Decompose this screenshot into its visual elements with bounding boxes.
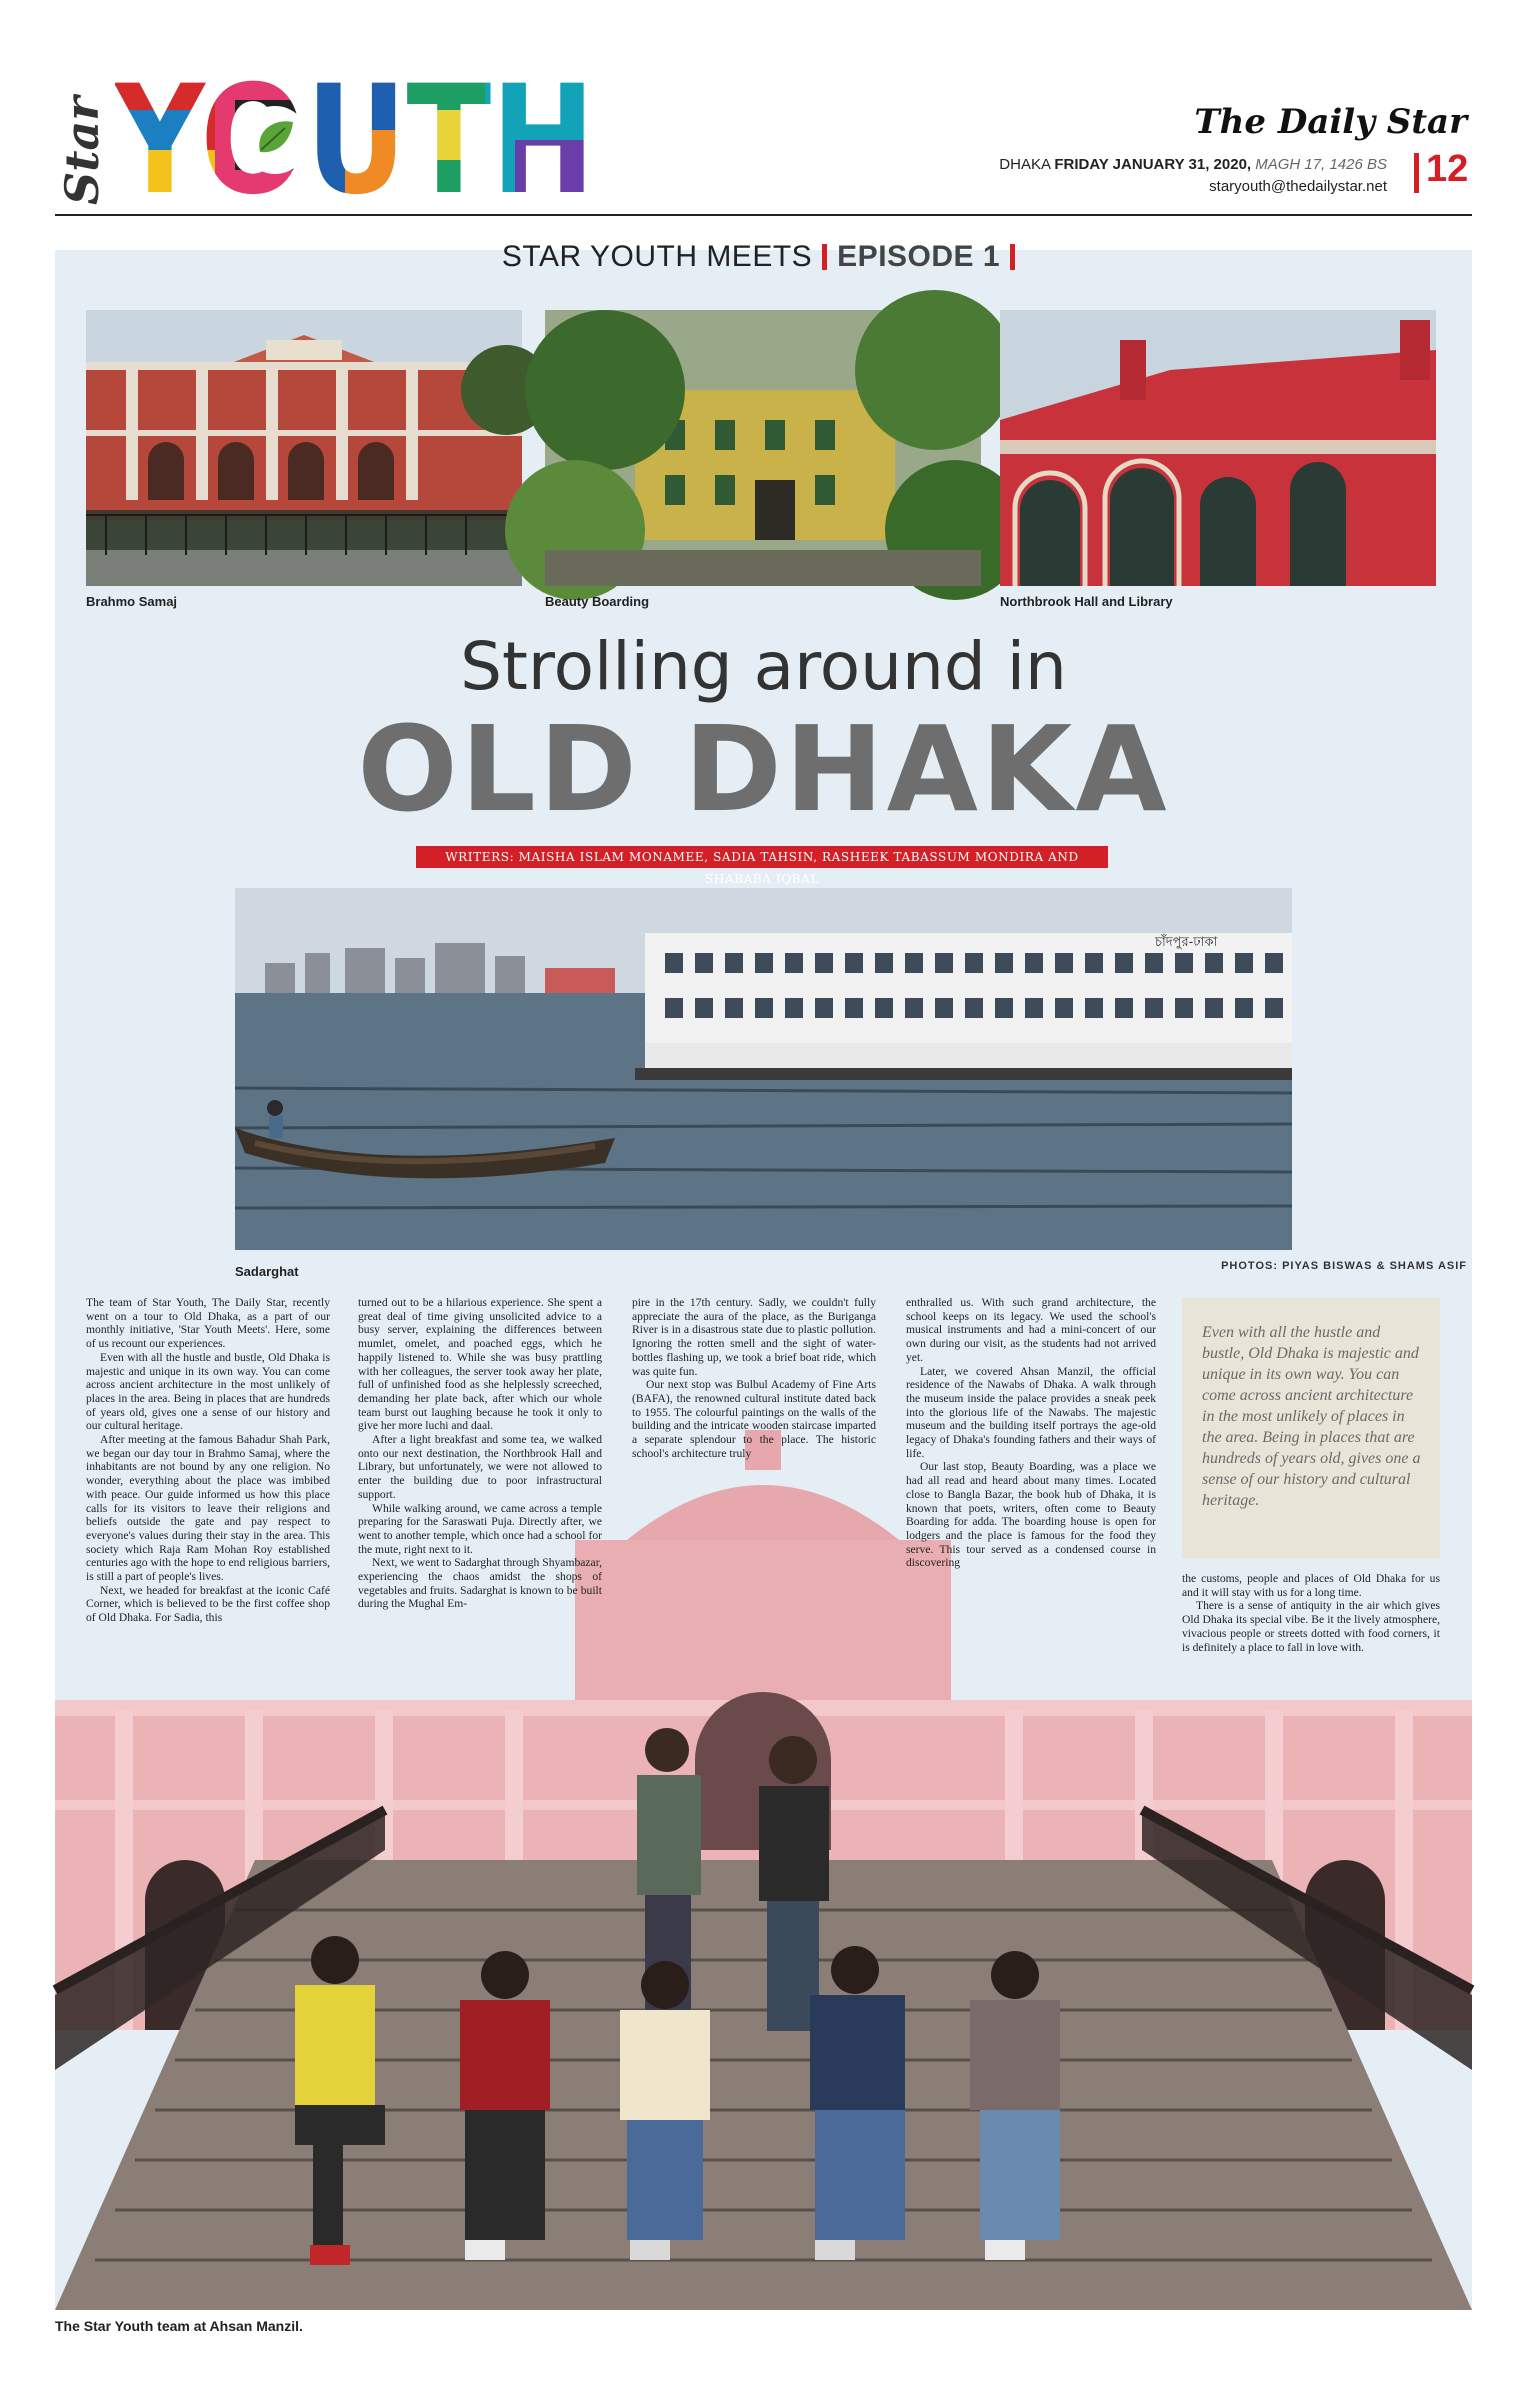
- article-column-1: [86, 1296, 330, 1625]
- article-paragraph: Our next stop was Bulbul Academy of Fine Arts (BAFA), the renowned cultural institute dated back to 1955. The colourful paintings on the walls of the building and the intricate wooden staircase imparted a separate splendour to the place. The historic school's architecture truly: [632, 1378, 876, 1460]
- pull-quote: Even with all the hustle and bustle, Old Dhaka is majestic and unique in its own way. You can come across ancient architecture in the most unlikely of places in the area. Being in places that are hundreds of years old, gives one a sense of our history and cultural heritage.: [1202, 1324, 1421, 1509]
- dateline-date: FRIDAY JANUARY 31, 2020,: [1054, 156, 1252, 173]
- article-paragraph: The team of Star Youth, The Daily Star, recently went on a tour to Old Dhaka, as a part of our monthly initiative, 'Star Youth Meets'. Here, some of us recount our experiences.: [86, 1296, 330, 1351]
- article-paragraph: There is a sense of antiquity in the air which gives Old Dhaka its special vibe. Be it the lively atmosphere, vivacious people or streets dotted with food corners, it is definitely a place to fall in love with.: [1182, 1599, 1440, 1654]
- article-paragraph: After a light breakfast and some tea, we walked onto our next destination, the Northbrook Hall and Library, but unfortunately, we were not allowed to enter the building due to poor infrastructural support.: [358, 1433, 602, 1501]
- article-paragraph: enthralled us. With such grand architecture, the school keeps on its legacy. We used the school's musical instruments and had a mini-concert of our own during our visit, as the students had not arrived yet.: [906, 1296, 1156, 1364]
- photo-northbrook-hall: [1000, 310, 1436, 586]
- kicker-divider: [822, 244, 827, 270]
- paper-title: The Daily Star: [1194, 102, 1467, 142]
- article-column-3: [632, 1296, 876, 1460]
- byline: WRITERS: MAISHA ISLAM MONAMEE, SADIA TAHSIN, RASHEEK TABASSUM MONDIRA AND SHABABA IQBAL: [416, 846, 1108, 868]
- dateline-city: DHAKA: [999, 156, 1051, 173]
- masthead-youth-logo: [115, 70, 595, 200]
- caption-northbrook-hall: Northbrook Hall and Library: [1000, 594, 1173, 609]
- article-paragraph: the customs, people and places of Old Dhaka for us and it will stay with us for a long time.: [1182, 1572, 1440, 1599]
- dateline-bengali-date: MAGH 17, 1426 BS: [1255, 156, 1387, 173]
- caption-sadarghat: Sadarghat: [235, 1264, 299, 1279]
- kicker-series: STAR YOUTH MEETS: [501, 240, 813, 273]
- kicker: [0, 240, 1527, 274]
- article-paragraph: turned out to be a hilarious experience. She spent a great deal of time giving unsolicited advice to a busy server, explaining the differences between mumlet, omelet, and poached eggs, which he happily listened to. While she was busy prattling with her colleagues, the server took away her plate, full of unfinished food as she helplessly screeched, demanding her plate back, after which our whole team burst out laughing because he took it only to give her more luchi and daal.: [358, 1296, 602, 1433]
- photo-beauty-boarding: [545, 310, 981, 586]
- photo-brahmo-samaj: [86, 310, 522, 586]
- headline-line1: Strolling around in: [460, 628, 1067, 705]
- article-paragraph: Our last stop, Beauty Boarding, was a place we had all read and heard about many times. Located close to Bangla Bazar, the book hub of Dhaka, it is known that poets, writers, often come to Beauty Boarding for adda. The boarding house is open for lodgers and the place is famous for the food they serve. This tour served as a condensed course in discovering: [906, 1460, 1156, 1570]
- article-paragraph: Next, we went to Sadarghat through Shyambazar, experiencing the chaos amidst the shops of vegetables and fruits. Sadarghat is known to be built during the Mughal Em-: [358, 1556, 602, 1611]
- headline-line2: OLD DHAKA: [357, 700, 1170, 838]
- page-number-bar: [1414, 153, 1419, 193]
- photo-credit: PHOTOS: PIYAS BISWAS & SHAMS ASIF: [1221, 1260, 1467, 1272]
- caption-brahmo-samaj: Brahmo Samaj: [86, 594, 178, 609]
- contact-email[interactable]: staryouth@thedailystar.net: [1209, 178, 1387, 195]
- photo-sadarghat: [235, 888, 1292, 1250]
- dateline: [999, 156, 1387, 173]
- kicker-episode: EPISODE 1: [837, 240, 1001, 273]
- kicker-divider: [1010, 244, 1015, 270]
- article-paragraph: pire in the 17th century. Sadly, we couldn't fully appreciate the aura of the place, as the Buriganga River is in a disastrous state due to plastic pollution. Ignoring the rotten smell and the sight of water-bottles flashing up, we took a brief boat ride, which was quite fun.: [632, 1296, 876, 1378]
- ferry-sign: চাঁদপুর-ঢাকা: [1155, 935, 1218, 950]
- article-paragraph: After meeting at the famous Bahadur Shah Park, we began our day tour in Brahmo Samaj, where the inhabitants are not bound by any one religion. No wonder, everything about the place was imbibed with peace. Our guide informed us how this place calls for its visitors to leave their religions and beliefs outside the gate and pay respect to everyone's values during their stay in the area. This society which Raja Ram Mohan Roy established centuries ago with the hope to end religious barriers, is still a part of people's lives.: [86, 1433, 330, 1584]
- article-paragraph: While walking around, we came across a temple preparing for the Saraswati Puja. Directly after, we went to another temple, which once had a school for the mute, right next to it.: [358, 1501, 602, 1556]
- article-column-4: [906, 1296, 1156, 1570]
- article-paragraph: Even with all the hustle and bustle, Old Dhaka is majestic and unique in its own way. You can come across ancient architecture in the most unlikely of places in the area. Being in places that are hundreds of years old, gives one a sense of our history and our cultural heritage.: [86, 1350, 330, 1433]
- article-paragraph: Next, we headed for breakfast at the iconic Café Corner, which is believed to be the first coffee shop of Old Dhaka. For Sadia, this: [86, 1583, 330, 1625]
- article-column-5: [1182, 1572, 1440, 1654]
- masthead-star-label: Star: [55, 96, 109, 205]
- caption-beauty-boarding: Beauty Boarding: [545, 594, 650, 609]
- article-paragraph: Later, we covered Ahsan Manzil, the official residence of the Nawabs of Dhaka. A walk through the museum inside the palace provides a sneak peek into the glorious life of the Nawabs. The majestic museum and the building itself portrays the age-old legacy of Dhaka's founding fathers and their ways of life.: [906, 1364, 1156, 1460]
- caption-ahsan-manzil: The Star Youth team at Ahsan Manzil.: [55, 2318, 303, 2334]
- page-number: 12: [1426, 148, 1469, 190]
- masthead-rule: [55, 214, 1472, 216]
- article-column-2: [358, 1296, 602, 1611]
